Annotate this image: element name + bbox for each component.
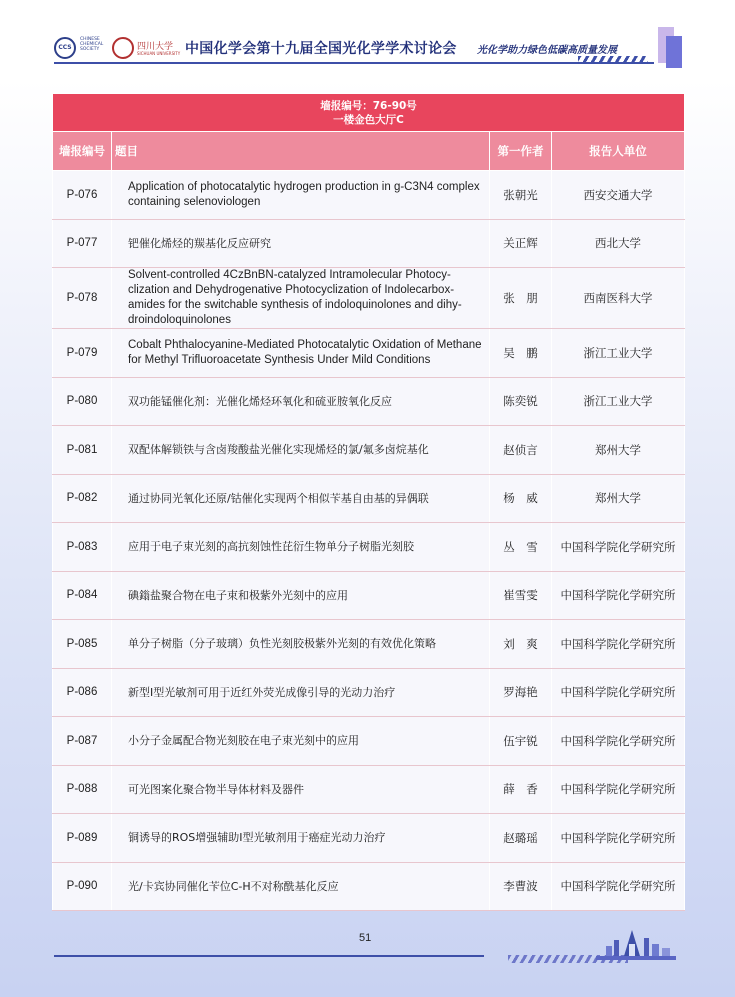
poster-title: 新型I型光敏剂可用于近红外荧光成像引导的光动力治疗 bbox=[112, 668, 490, 717]
poster-title: 双配体解锁铁与含卤羧酸盐光催化实现烯烃的氯/氟多卤烷基化 bbox=[112, 426, 490, 475]
poster-id: P-081 bbox=[53, 426, 112, 475]
poster-title: 光/卡宾协同催化苄位C-H不对称酰基化反应 bbox=[112, 862, 490, 911]
ccs-logo-text: CHINESE CHEMICAL SOCIETY bbox=[80, 37, 104, 52]
poster-id: P-079 bbox=[53, 329, 112, 378]
poster-id: P-082 bbox=[53, 474, 112, 523]
column-header-poster-id: 墙报编号 bbox=[53, 132, 112, 171]
banner-poster-range: 墙报编号：76-90号 bbox=[320, 99, 417, 112]
poster-id: P-085 bbox=[53, 620, 112, 669]
poster-title: Solvent-controlled 4CzBnBN-catalyzed Intramolecular Photocy-clization and Dehydrogenative Photocyclization of Indolecarbox-amides for the switchable synthesis of indoloquinolones and dihy-droindoloquinolones bbox=[112, 268, 490, 329]
table-row bbox=[53, 571, 685, 620]
poster-title: 小分子金属配合物光刻胶在电子束光刻中的应用 bbox=[112, 717, 490, 766]
affiliation: 中国科学院化学研究所 bbox=[552, 717, 685, 766]
first-author: 伍宇锐 bbox=[490, 717, 552, 766]
header-stripe-decoration bbox=[578, 56, 648, 64]
poster-title: 铜诱导的ROS增强辅助I型光敏剂用于癌症光动力治疗 bbox=[112, 814, 490, 863]
affiliation: 中国科学院化学研究所 bbox=[552, 765, 685, 814]
table-row bbox=[53, 765, 685, 814]
ccs-logo: CCS bbox=[54, 37, 76, 59]
poster-title: 碘鎓盐聚合物在电子束和极紫外光刻中的应用 bbox=[112, 571, 490, 620]
poster-title: 通过协同光氧化还原/钴催化实现两个相似苄基自由基的异偶联 bbox=[112, 474, 490, 523]
skyline-icon bbox=[596, 926, 676, 960]
header-divider bbox=[54, 62, 654, 64]
affiliation: 西安交通大学 bbox=[552, 171, 685, 220]
table-row bbox=[53, 426, 685, 475]
table-row bbox=[53, 474, 685, 523]
poster-title: 单分子树脂（分子玻璃）负性光刻胶极紫外光刻的有效优化策略 bbox=[112, 620, 490, 669]
first-author: 赵侦言 bbox=[490, 426, 552, 475]
first-author: 崔雪雯 bbox=[490, 571, 552, 620]
affiliation: 中国科学院化学研究所 bbox=[552, 523, 685, 572]
poster-id: P-090 bbox=[53, 862, 112, 911]
first-author: 李曹波 bbox=[490, 862, 552, 911]
page-header bbox=[0, 0, 735, 80]
conference-slogan: 光化学助力绿色低碳高质量发展 bbox=[477, 45, 617, 56]
page-number: 51 bbox=[359, 932, 372, 944]
poster-title: 应用于电子束光刻的高抗刻蚀性芘衍生物单分子树脂光刻胶 bbox=[112, 523, 490, 572]
poster-id: P-086 bbox=[53, 668, 112, 717]
first-author: 张 朋 bbox=[490, 268, 552, 329]
corner-decoration-accent bbox=[666, 36, 682, 68]
scu-seal-logo bbox=[112, 37, 134, 59]
table-row bbox=[53, 668, 685, 717]
affiliation: 中国科学院化学研究所 bbox=[552, 620, 685, 669]
table-row bbox=[53, 523, 685, 572]
affiliation: 西北大学 bbox=[552, 219, 685, 268]
first-author: 关正辉 bbox=[490, 219, 552, 268]
first-author: 杨 威 bbox=[490, 474, 552, 523]
table-row bbox=[53, 862, 685, 911]
poster-id: P-078 bbox=[53, 268, 112, 329]
table-row bbox=[53, 814, 685, 863]
table-row bbox=[53, 268, 685, 329]
first-author: 罗海艳 bbox=[490, 668, 552, 717]
affiliation: 中国科学院化学研究所 bbox=[552, 814, 685, 863]
first-author: 张朝光 bbox=[490, 171, 552, 220]
scu-logo-subtext: SICHUAN UNIVERSITY bbox=[137, 51, 181, 56]
first-author: 赵璐瑶 bbox=[490, 814, 552, 863]
poster-title: 钯催化烯烃的羰基化反应研究 bbox=[112, 219, 490, 268]
poster-id: P-076 bbox=[53, 171, 112, 220]
affiliation: 中国科学院化学研究所 bbox=[552, 668, 685, 717]
poster-id: P-084 bbox=[53, 571, 112, 620]
first-author: 丛 雪 bbox=[490, 523, 552, 572]
conference-title: 中国化学会第十九届全国光化学学术讨论会 bbox=[185, 41, 457, 57]
poster-title: 可光图案化聚合物半导体材料及器件 bbox=[112, 765, 490, 814]
poster-title: 双功能锰催化剂：光催化烯烃环氧化和硫亚胺氧化反应 bbox=[112, 377, 490, 426]
scu-logo-text: 四川大学 bbox=[137, 42, 174, 52]
poster-id: P-080 bbox=[53, 377, 112, 426]
affiliation: 西南医科大学 bbox=[552, 268, 685, 329]
poster-id: P-077 bbox=[53, 219, 112, 268]
column-header-affiliation: 报告人单位 bbox=[552, 132, 685, 171]
table-row bbox=[53, 620, 685, 669]
affiliation: 郑州大学 bbox=[552, 474, 685, 523]
first-author: 吴 鹏 bbox=[490, 329, 552, 378]
affiliation: 郑州大学 bbox=[552, 426, 685, 475]
banner-location: 一楼金色大厅C bbox=[333, 113, 404, 126]
poster-schedule-table bbox=[52, 93, 684, 911]
table-row bbox=[53, 171, 685, 220]
poster-id: P-088 bbox=[53, 765, 112, 814]
column-header-first-author: 第一作者 bbox=[490, 132, 552, 171]
first-author: 陈奕锐 bbox=[490, 377, 552, 426]
poster-title: Application of photocatalytic hydrogen production in g-C3N4 complex containing selenoviologen bbox=[112, 171, 490, 220]
first-author: 薛 香 bbox=[490, 765, 552, 814]
affiliation: 浙江工业大学 bbox=[552, 329, 685, 378]
table-row bbox=[53, 377, 685, 426]
affiliation: 中国科学院化学研究所 bbox=[552, 571, 685, 620]
table-row bbox=[53, 219, 685, 268]
affiliation: 浙江工业大学 bbox=[552, 377, 685, 426]
affiliation: 中国科学院化学研究所 bbox=[552, 862, 685, 911]
poster-id: P-083 bbox=[53, 523, 112, 572]
table-banner-row bbox=[53, 94, 685, 132]
table-banner bbox=[53, 94, 685, 132]
poster-id: P-087 bbox=[53, 717, 112, 766]
column-header-title: 题目 bbox=[112, 132, 490, 171]
poster-id: P-089 bbox=[53, 814, 112, 863]
table-row bbox=[53, 717, 685, 766]
poster-title: Cobalt Phthalocyanine-Mediated Photocatalytic Oxidation of Methane for Methyl Trifluoroacetate Synthesis Under Mild Conditions bbox=[112, 329, 490, 378]
first-author: 刘 爽 bbox=[490, 620, 552, 669]
footer-divider bbox=[54, 955, 484, 957]
table-row bbox=[53, 329, 685, 378]
column-header-row bbox=[53, 132, 685, 171]
